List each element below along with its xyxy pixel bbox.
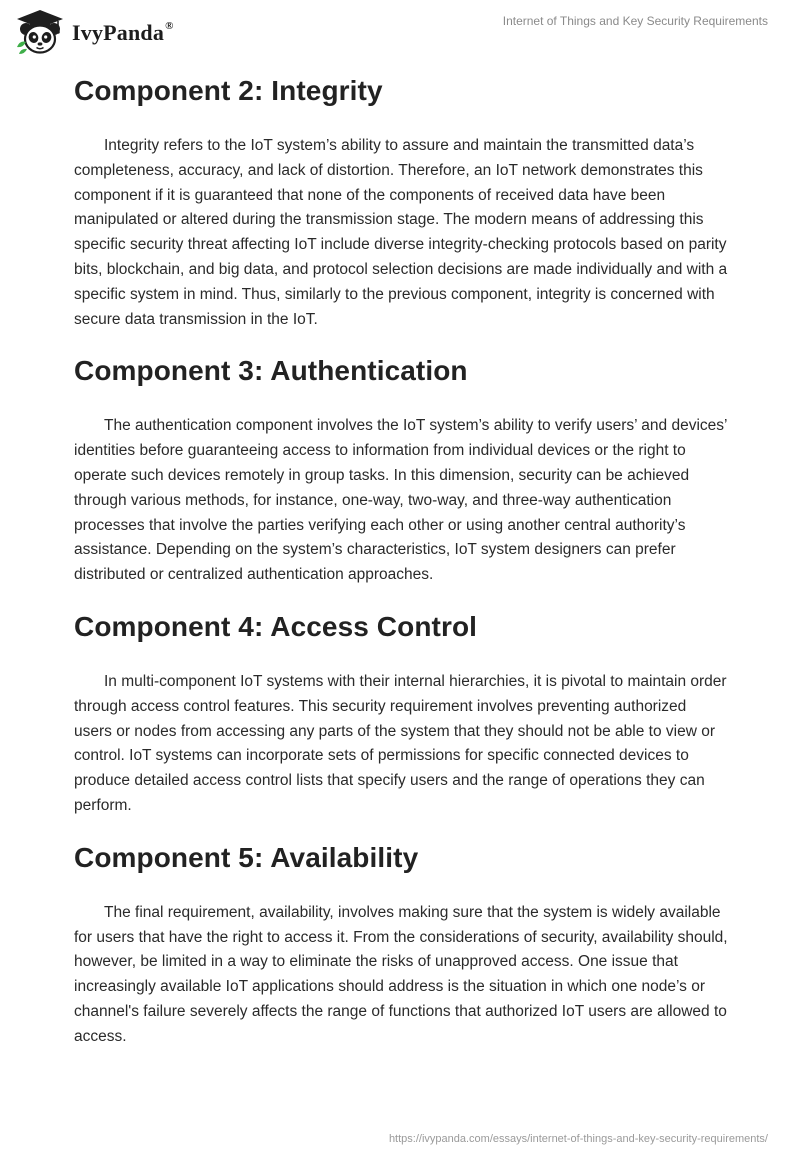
source-url-link[interactable]: https://ivypanda.com/essays/internet-of-things-and-key-security-requirements/ [388, 1133, 768, 1145]
page-header [0, 0, 800, 62]
section-heading: Component 2: Integrity [74, 75, 383, 106]
section-paragraph: In multi-component IoT systems with their internal hierarchies, it is pivotal to maintain order through access control features. This security requirement involves preventing authorized users or nodes from accessing any parts of the system that they should not be able to view or control. IoT systems can incorporate sets of permissions for specific connected devices to produce detailed access control lists that specify users and the range of operations they can perform. [74, 672, 727, 814]
section-heading: Component 3: Authentication [74, 355, 468, 387]
section-heading: Component 4: Access Control [74, 610, 478, 642]
panda-graduate-icon [14, 9, 66, 55]
logo-wordmark: IvyPanda® [72, 19, 174, 45]
section-access-control [74, 608, 728, 819]
section-paragraph: The final requirement, availability, involves making sure that the system is widely available for users that have the right to access it. From the considerations of security, availability should, however, be limited in a way to eliminate the risks of unapproved access. One issue that increasingly available IoT applications should address is the situation in which one node’s or channel's failure severely affects the range of functions that authorized IoT users are allowed to access. [74, 903, 728, 1045]
ivypanda-logo[interactable] [14, 9, 174, 55]
essay-content [74, 72, 728, 1050]
section-heading: Component 5: Availability [74, 841, 419, 873]
registered-mark: ® [165, 19, 174, 32]
section-paragraph: Integrity refers to the IoT system’s ability to assure and maintain the transmitted data’s completeness, accuracy, and lack of distortion. Therefore, an IoT network demonstrates this component if it is guaranteed that none of the components of received data have been manipulated or altered during the transmission stage. The modern means of addressing this specific security threat affecting IoT include diverse integrity-checking protocols based on parity bits, blockchain, and big data, and protocol selection decisions are made individually and with a specific system in mind. Thus, similarly to the previous component, integrity is concerned with secure data transmission in the IoT. [74, 137, 728, 328]
section-authentication [74, 352, 728, 588]
document-title: Internet of Things and Key Security Requirements [502, 14, 768, 28]
section-paragraph: The authentication component involves the IoT system’s ability to verify users’ and devices’ identities before guaranteeing access to information from individual devices or the right to operate such devices remotely in group tasks. In this dimension, security can be achieved through various methods, for instance, one-way, two-way, and three-way authentication processes that involve the parties verifying each other or using another central authority’s assistance. Depending on the system’s characteristics, IoT system designers can prefer distributed or centralized authentication approaches. [74, 417, 727, 584]
section-integrity [74, 72, 728, 332]
section-availability [74, 839, 728, 1050]
